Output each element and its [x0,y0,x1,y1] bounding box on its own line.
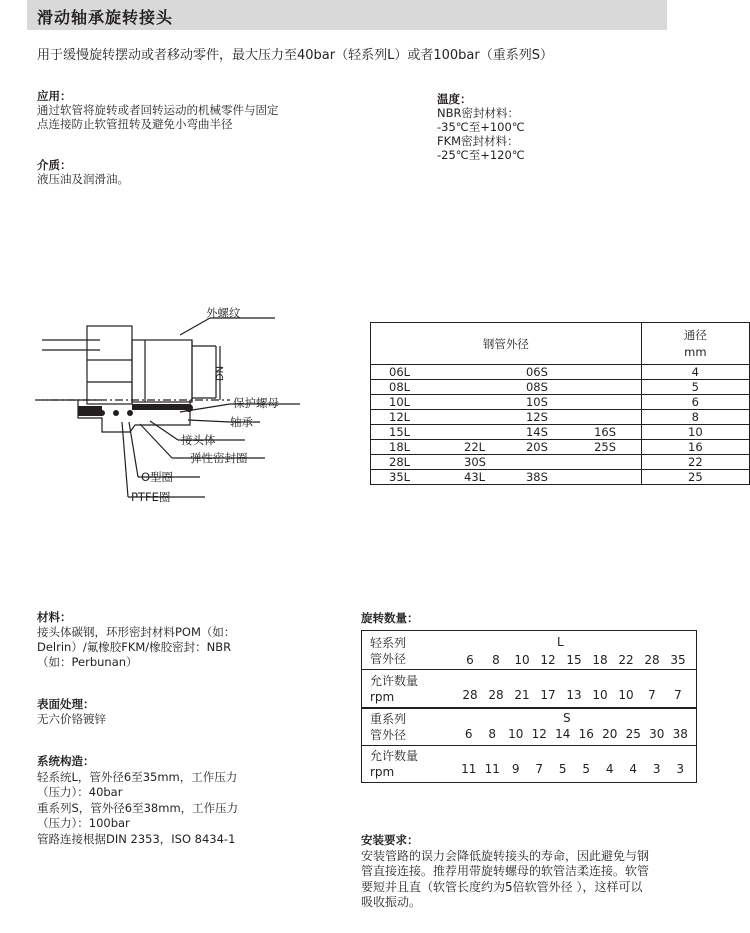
light-rpm-caption [370,673,418,705]
application-title: 应用： [37,89,72,103]
intro-text: 用于缓慢旋转摆动或者移动零件，最大压力至40bar（轻系列L）或者100bar（重系列S） [37,48,553,63]
pipe-size-cell: 16S [576,425,641,440]
system-section [37,754,238,847]
system-line: 轻系统L，管外径6至35mm，工作压力 [37,769,238,784]
install-line: 安装管路的误力会降低旋转接头的寿命，因此避免与钢 [361,848,650,863]
rotation-value: 7 [674,688,682,702]
rotation-value: 25 [625,727,641,741]
dn-table [370,322,750,485]
install-line: 管直接连接。推荐用带旋转螺母的软管洁柔连接。软管 [361,864,650,878]
pipe-size-cell [576,470,641,485]
pipe-size-cell [508,455,576,470]
pipe-size-cell [576,395,641,410]
header-bar [27,0,667,30]
install-section [361,833,649,911]
dn-table-row [371,380,750,395]
light-sizes [457,653,691,667]
rotation-value: 30 [649,727,665,741]
rotation-value: 10 [618,688,634,702]
label-thread: 外螺纹 [206,306,241,320]
pipe-size-cell [576,455,641,470]
application-line: 点连接防止软管扭转及避免小弯曲半径 [37,117,233,131]
heavy-rpm-caption [370,748,418,780]
rotation-value: 28 [488,688,504,702]
rotation-value: 9 [511,762,520,776]
dn-table-row [371,425,750,440]
pipe-size-cell [446,380,508,395]
label-seal: 弹性密封圈 [190,451,248,465]
pipe-size-cell: 20S [508,440,576,455]
rotation-value: 11 [461,762,477,776]
pipe-size-cell [576,410,641,425]
pipe-size-cell [446,395,508,410]
dn-table-row [371,395,750,410]
pipe-size-cell: 10L [371,395,447,410]
dn-table-row [371,470,750,485]
system-title: 系统构造： [37,754,95,768]
heavy-series-caption [370,711,406,743]
rotation-value: 38 [672,727,688,741]
rotation-value: 17 [540,688,556,702]
pipe-size-cell: 12L [371,410,447,425]
pipe-size-cell [446,410,508,425]
rotation-value: 7 [535,762,544,776]
heavy-series-code: S [563,711,571,725]
dn-value-cell: 5 [641,380,749,395]
rotation-value: 11 [484,762,500,776]
rotation-table [361,630,697,783]
rotation-value: 28 [462,688,478,702]
light-rpm-caption-1: 允许数量 [370,674,419,688]
pipe-size-cell: 08S [508,380,576,395]
label-body: 接头体 [181,433,216,447]
heavy-rpm-caption-1: 允许数量 [370,749,419,763]
pipe-size-cell: 10S [508,395,576,410]
rotation-value: 16 [578,727,594,741]
pipe-size-cell: 35L [371,470,447,485]
heavy-caption-1: 重系列 [370,712,407,726]
material-line: 接头体碳钢，环形密封材料POM（如： [37,625,236,639]
pipe-size-cell: 22L [446,440,508,455]
dn-value-cell: 25 [641,470,749,485]
rotation-value: 28 [644,653,660,667]
rotation-value: 12 [531,727,547,741]
page-title: 滑动轴承旋转接头 [37,8,174,27]
dn-table-row [371,365,750,380]
material-section [37,610,235,670]
temperature-line: FKM密封材料： [437,134,519,148]
label-oring: O型圈 [141,470,174,484]
rotation-value: 7 [648,688,656,702]
temperature-title: 温度： [437,92,472,106]
rotation-title: 旋转数量： [361,611,419,625]
light-series-code: L [557,635,564,649]
pipe-size-cell: 38S [508,470,576,485]
rotation-value: 8 [492,653,500,667]
surface-title: 表面处理： [37,697,95,711]
dn-header-unit: mm [684,344,707,359]
dn-table-row [371,440,750,455]
dn-value-cell: 22 [641,455,749,470]
rotation-value: 5 [582,762,591,776]
rotation-value: 14 [555,727,571,741]
install-title: 安装要求： [361,833,419,847]
pipe-size-cell: 06L [371,365,447,380]
pipe-size-cell: 25S [576,440,641,455]
rotation-value: 6 [464,727,473,741]
temperature-section [437,92,525,162]
rotation-value: 10 [514,653,530,667]
pipe-size-cell: 12S [508,410,576,425]
temperature-line: NBR密封材料： [437,106,519,120]
surface-section [37,697,106,727]
dn-header-label: 通径 [683,327,707,342]
light-series-caption [370,635,406,667]
dn-table-row [371,410,750,425]
dn-value-cell: 8 [641,410,749,425]
temperature-line: -25℃至+120℃ [437,148,525,162]
pipe-size-cell: 08L [371,380,447,395]
pipe-size-cell: 43L [446,470,508,485]
heavy-rpm-caption-2: rpm [370,765,395,779]
pipe-size-cell [446,365,508,380]
dn-table-header-dn [641,323,749,365]
system-line: 管路连接根据DIN 2353，ISO 8434-1 [37,831,236,846]
light-caption-2: 管外径 [370,652,407,666]
pipe-size-cell [446,425,508,440]
surface-line: 无六价铬镀锌 [37,712,106,726]
label-dn: DN [215,365,227,382]
install-line: 吸收振动。 [361,895,422,909]
pipe-size-cell: 14S [508,425,576,440]
rotation-value: 15 [566,653,582,667]
light-rpm [457,688,691,702]
rotation-divider [362,669,696,670]
medium-title: 介质： [37,158,72,172]
system-line: （压力）：100bar [37,816,130,830]
rotation-value: 20 [602,727,618,741]
dn-table-header-pipe: 钢管外径 [371,323,642,365]
material-line: Delrin）/氟橡胶FKM/橡胶密封：NBR [37,640,232,654]
pipe-size-cell: 18L [371,440,447,455]
rotation-divider [362,707,696,709]
rotation-value: 4 [605,762,614,776]
pipe-size-cell [576,365,641,380]
label-bearing: 轴承 [230,415,253,429]
application-section [37,89,279,131]
pipe-size-cell [576,380,641,395]
dn-value-cell: 4 [641,365,749,380]
rotation-value: 13 [566,688,582,702]
pipe-size-cell: 28L [371,455,447,470]
swivel-joint-diagram [30,300,360,515]
medium-section [37,158,129,186]
dn-value-cell: 10 [641,425,749,440]
rotation-value: 18 [592,653,608,667]
rotation-value: 5 [558,762,567,776]
rotation-value: 4 [629,762,638,776]
light-rpm-caption-2: rpm [370,690,395,704]
label-nut: 保护螺母 [233,396,279,410]
pipe-size-cell: 30S [446,455,508,470]
heavy-caption-2: 管外径 [370,728,407,742]
label-ptfe: PTFE圈 [131,490,171,504]
dn-value-cell: 16 [641,440,749,455]
rotation-value: 12 [540,653,556,667]
heavy-sizes [457,727,692,741]
rotation-value: 6 [466,653,474,667]
rotation-value: 22 [618,653,634,667]
rotation-value: 3 [676,762,685,776]
rotation-value: 8 [488,727,497,741]
pipe-size-cell: 15L [371,425,447,440]
heavy-rpm [457,762,692,776]
light-caption-1: 轻系列 [370,636,407,650]
rotation-value: 10 [508,727,524,741]
install-line: 要短并且直（软管长度约为5倍软管外径 ），这样可以 [361,879,643,894]
dn-value-cell: 6 [641,395,749,410]
medium-line: 液压油及润滑油。 [37,172,129,186]
rotation-value: 35 [670,653,686,667]
system-line: （压力）：40bar [37,785,123,799]
dn-table-row [371,455,750,470]
material-line: （如：Perbunan） [37,655,138,669]
temperature-line: -35℃至+100℃ [437,120,525,134]
rotation-divider [362,745,696,746]
rotation-value: 10 [592,688,608,702]
rotation-value: 21 [514,688,530,702]
rotation-value: 3 [652,762,661,776]
pipe-size-cell: 06S [508,365,576,380]
material-title: 材料： [37,610,72,624]
system-line: 重系列S，管外径6至38mm，工作压力 [37,800,239,815]
application-line: 通过软管将旋转或者回转运动的机械零件与固定 [37,103,279,117]
